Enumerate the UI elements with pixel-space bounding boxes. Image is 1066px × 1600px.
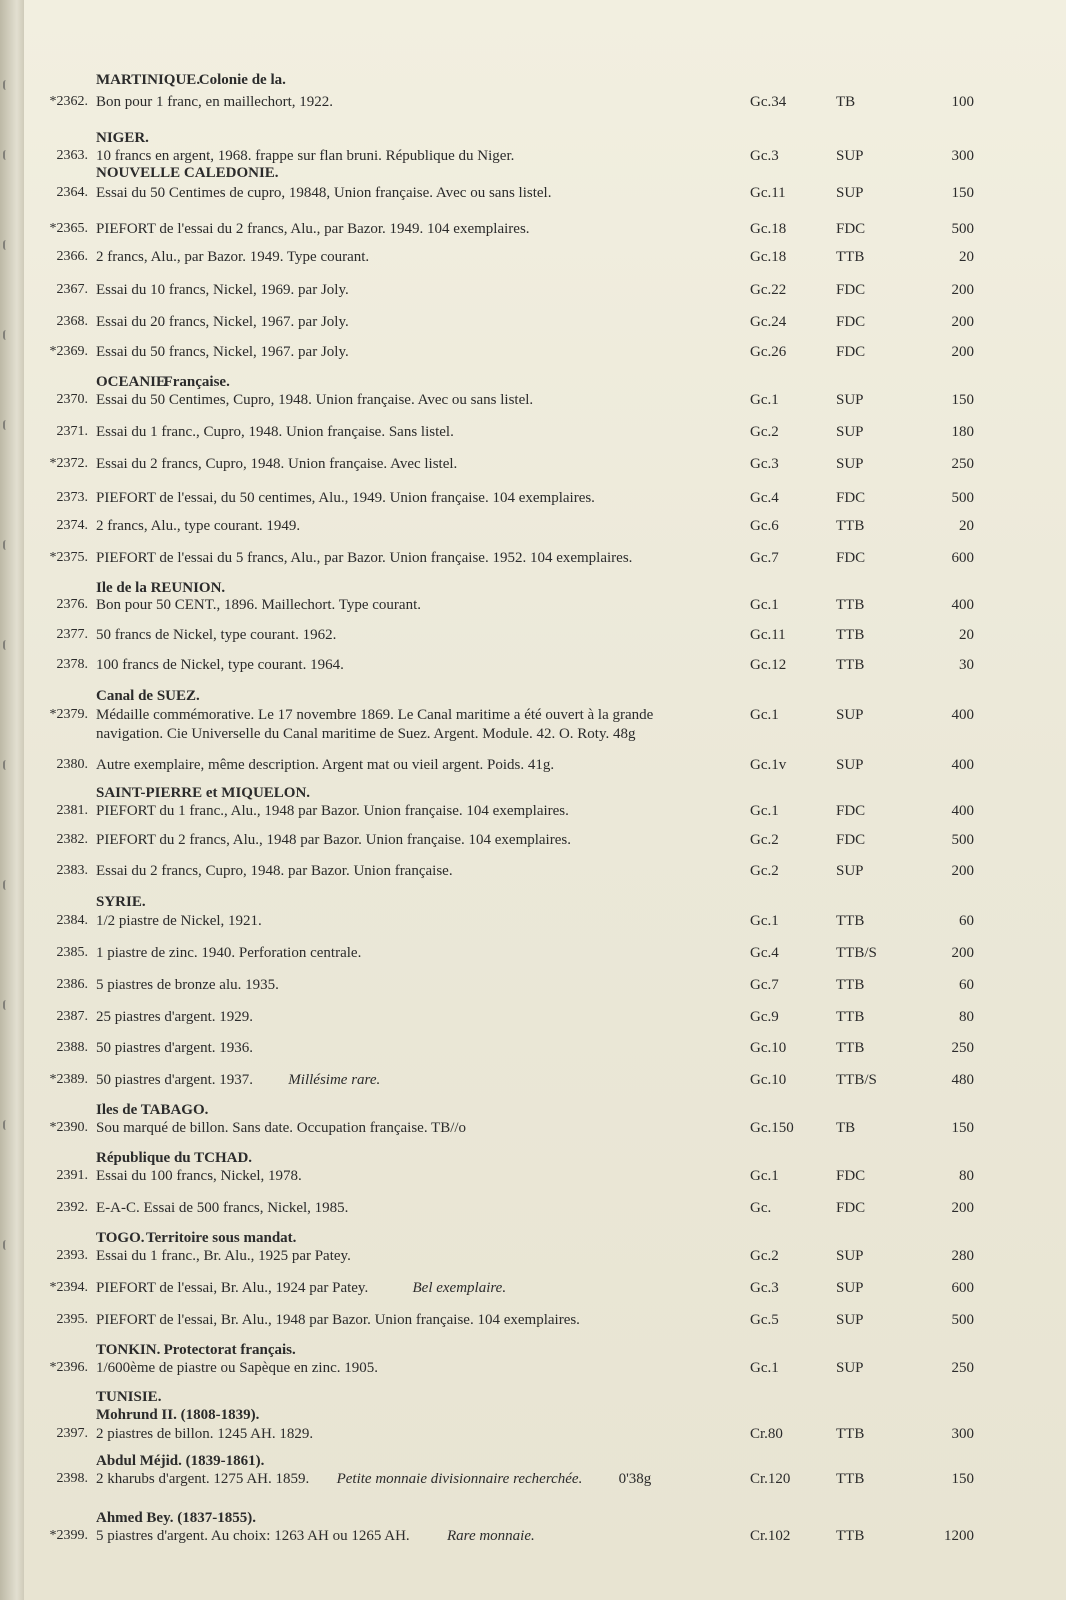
lot-row	[24, 830, 1066, 852]
lot-number: *2375.	[49, 550, 88, 565]
lot-description: 50 piastres d'argent. 1936.	[96, 1040, 253, 1056]
catalog-reference: Gc.26	[750, 344, 787, 360]
lot-description: PIEFORT du 2 francs, Alu., 1948 par Bazor. Union française. 104 exemplaires.	[96, 832, 571, 848]
lot-row	[24, 975, 1066, 997]
lot-description-tail: 0'38g	[618, 1471, 652, 1487]
lot-row	[24, 1469, 1066, 1491]
lot-description-italic: Petite monnaie divisionnaire recherchée.	[336, 1471, 583, 1487]
lot-number: *2394.	[49, 1280, 88, 1295]
lot-description: 2 kharubs d'argent. 1275 AH. 1859.	[96, 1471, 310, 1487]
estimate-price: 400	[951, 803, 974, 819]
lot-description: 10 francs en argent, 1968. frappe sur flan bruni. République du Niger.	[96, 148, 515, 164]
lot-description: Autre exemplaire, même description. Argent mat ou vieil argent. Poids. 41g.	[96, 757, 555, 773]
lot-number: 2391.	[56, 1168, 88, 1183]
lot-number: 2381.	[56, 803, 88, 818]
lot-description: 5 piastres d'argent. Au choix: 1263 AH ou 1265 AH.	[96, 1528, 410, 1544]
lot-description: Essai du 50 Centimes, Cupro, 1948. Union française. Avec ou sans listel.	[96, 392, 534, 408]
estimate-price: 250	[951, 1360, 974, 1376]
lot-row	[24, 1310, 1066, 1332]
lot-row	[24, 1038, 1066, 1060]
grade: SUP	[836, 1248, 864, 1264]
catalog-reference: Gc.7	[750, 977, 779, 993]
section-subheading: Française.	[163, 374, 230, 390]
lot-description: Essai du 2 francs, Cupro, 1948. Union française. Avec listel.	[96, 456, 458, 472]
grade: FDC	[836, 221, 866, 237]
grade: SUP	[836, 424, 864, 440]
lot-description: Essai du 50 Centimes de cupro, 19848, Union française. Avec ou sans listel.	[96, 185, 552, 201]
estimate-price: 80	[959, 1168, 974, 1184]
lot-row	[24, 1246, 1066, 1268]
catalog-reference: Gc.4	[750, 490, 779, 506]
catalog-reference: Gc.1	[750, 707, 779, 723]
lot-description: Médaille commémorative. Le 17 novembre 1869. Le Canal maritime a été ouvert à la grande	[96, 707, 654, 723]
grade: TTB	[836, 977, 865, 993]
catalog-reference: Gc.3	[750, 148, 779, 164]
lot-description: Essai du 50 francs, Nickel, 1967. par Joly.	[96, 344, 349, 360]
catalog-reference: Gc.1	[750, 1360, 779, 1376]
lot-row	[24, 247, 1066, 269]
catalog-reference: Gc.18	[750, 249, 787, 265]
lot-row	[24, 183, 1066, 205]
lot-number: *2389.	[49, 1072, 88, 1087]
estimate-price: 80	[959, 1009, 974, 1025]
catalog-reference: Gc.12	[750, 657, 787, 673]
lot-number: 2392.	[56, 1200, 88, 1215]
grade: SUP	[836, 392, 864, 408]
lot-number: 2366.	[56, 249, 88, 264]
estimate-price: 400	[951, 757, 974, 773]
lot-number: 2387.	[56, 1009, 88, 1024]
lot-number: 2374.	[56, 518, 88, 533]
catalog-page	[24, 0, 1066, 1600]
grade: TTB	[836, 1040, 865, 1056]
grade: SUP	[836, 1360, 864, 1376]
estimate-price: 200	[951, 945, 974, 961]
lot-description: 25 piastres d'argent. 1929.	[96, 1009, 253, 1025]
lot-number: 2370.	[56, 392, 88, 407]
lot-number: 2376.	[56, 597, 88, 612]
lot-description: 50 piastres d'argent. 1937.	[96, 1072, 253, 1088]
catalog-reference: Gc.34	[750, 94, 787, 110]
section-heading-line	[24, 70, 1066, 92]
grade: FDC	[836, 1168, 866, 1184]
grade: FDC	[836, 803, 866, 819]
lot-description: 100 francs de Nickel, type courant. 1964.	[96, 657, 344, 673]
catalog-reference: Gc.3	[750, 1280, 779, 1296]
estimate-price: 600	[951, 1280, 974, 1296]
lot-description: Bon pour 1 franc, en maillechort, 1922.	[96, 94, 334, 110]
catalog-reference: Gc.24	[750, 314, 787, 330]
lot-row	[24, 1424, 1066, 1446]
grade: SUP	[836, 456, 864, 472]
section-heading: SAINT-PIERRE et MIQUELON.	[96, 785, 311, 801]
catalog-reference: Gc.10	[750, 1072, 787, 1088]
section-heading: MARTINIQUE.	[96, 72, 201, 88]
lot-row	[24, 312, 1066, 334]
lot-row	[24, 548, 1066, 570]
lot-number: *2372.	[49, 456, 88, 471]
estimate-price: 30	[959, 657, 974, 673]
lot-number: *2365.	[49, 221, 88, 236]
catalog-reference: Gc.22	[750, 282, 787, 298]
estimate-price: 150	[951, 392, 974, 408]
lot-description-italic: Rare monnaie.	[447, 1528, 535, 1544]
grade: TTB	[836, 249, 865, 265]
lot-row	[24, 280, 1066, 302]
estimate-price: 400	[951, 597, 974, 613]
catalog-reference: Gc.150	[750, 1120, 794, 1136]
estimate-price: 200	[951, 282, 974, 298]
lot-number: 2384.	[56, 913, 88, 928]
lot-number: 2382.	[56, 832, 88, 847]
lot-row	[24, 1198, 1066, 1220]
section-heading: Iles de TABAGO.	[96, 1102, 209, 1118]
lot-description: PIEFORT de l'essai, Br. Alu., 1924 par Patey.	[96, 1280, 369, 1296]
catalog-reference: Gc.6	[750, 518, 779, 534]
lot-number: 2378.	[56, 657, 88, 672]
lot-description: Essai du 1 franc., Cupro, 1948. Union française. Sans listel.	[96, 424, 454, 440]
lot-row	[24, 92, 1066, 114]
section-heading: Abdul Méjid. (1839-1861).	[96, 1453, 265, 1469]
estimate-price: 280	[951, 1248, 974, 1264]
lot-description: Essai du 1 franc., Br. Alu., 1925 par Patey.	[96, 1248, 351, 1264]
catalog-reference: Gc.	[750, 1200, 772, 1216]
lot-row	[24, 488, 1066, 510]
lot-row	[24, 861, 1066, 883]
estimate-price: 200	[951, 1200, 974, 1216]
lot-number: 2393.	[56, 1248, 88, 1263]
estimate-price: 20	[959, 518, 974, 534]
grade: TTB	[836, 913, 865, 929]
lot-description-continuation	[24, 724, 1066, 746]
estimate-price: 60	[959, 913, 974, 929]
catalog-reference: Cr.80	[750, 1426, 783, 1442]
lot-number: 2397.	[56, 1426, 88, 1441]
lot-description: 2 piastres de billon. 1245 AH. 1829.	[96, 1426, 314, 1442]
estimate-price: 500	[951, 490, 974, 506]
estimate-price: 180	[951, 424, 974, 440]
grade: SUP	[836, 863, 864, 879]
grade: SUP	[836, 148, 864, 164]
estimate-price: 200	[951, 344, 974, 360]
lot-description-italic: Bel exemplaire.	[412, 1280, 507, 1296]
grade: SUP	[836, 757, 864, 773]
grade: FDC	[836, 550, 866, 566]
catalog-reference: Gc.5	[750, 1312, 779, 1328]
section-heading: TOGO.	[96, 1230, 145, 1246]
lot-description: PIEFORT de l'essai, du 50 centimes, Alu., 1949. Union française. 104 exemplaires.	[96, 490, 595, 506]
lot-number: 2367.	[56, 282, 88, 297]
lot-description: Sou marqué de billon. Sans date. Occupation française. TB//o	[96, 1120, 467, 1136]
section-heading: NIGER.	[96, 130, 149, 146]
catalog-reference: Gc.2	[750, 863, 779, 879]
lot-row	[24, 1070, 1066, 1092]
section-subheading: Colonie de la.	[198, 72, 286, 88]
estimate-price: 400	[951, 707, 974, 723]
lot-description: 5 piastres de bronze alu. 1935.	[96, 977, 279, 993]
grade: TTB	[836, 1426, 865, 1442]
lot-number: *2399.	[49, 1528, 88, 1543]
estimate-price: 20	[959, 249, 974, 265]
lot-description: PIEFORT de l'essai, Br. Alu., 1948 par Bazor. Union française. 104 exemplaires.	[96, 1312, 580, 1328]
estimate-price: 600	[951, 550, 974, 566]
lot-description: Essai du 20 francs, Nickel, 1967. par Joly.	[96, 314, 349, 330]
lot-row	[24, 454, 1066, 476]
section-heading: Canal de SUEZ.	[96, 688, 200, 704]
estimate-price: 200	[951, 863, 974, 879]
lot-description: Essai du 10 francs, Nickel, 1969. par Joly.	[96, 282, 349, 298]
ruler-heading: Mohrund II. (1808-1839).	[96, 1407, 260, 1423]
catalog-reference: Gc.11	[750, 627, 786, 643]
grade: TTB	[836, 1528, 865, 1544]
catalog-reference: Gc.1	[750, 1168, 779, 1184]
lot-number: 2388.	[56, 1040, 88, 1055]
page-edge	[0, 0, 24, 1600]
catalog-reference: Gc.18	[750, 221, 787, 237]
section-heading: NOUVELLE CALEDONIE.	[96, 165, 279, 181]
catalog-reference: Gc.1	[750, 913, 779, 929]
catalog-reference: Gc.1v	[750, 757, 787, 773]
grade: TTB	[836, 627, 865, 643]
lot-number: *2369.	[49, 344, 88, 359]
catalog-reference: Cr.120	[750, 1471, 791, 1487]
estimate-price: 200	[951, 314, 974, 330]
lot-description: 1 piastre de zinc. 1940. Perforation centrale.	[96, 945, 362, 961]
lot-description: 2 francs, Alu., type courant. 1949.	[96, 518, 301, 534]
estimate-price: 500	[951, 221, 974, 237]
lot-number: 2371.	[56, 424, 88, 439]
estimate-price: 300	[951, 1426, 974, 1442]
lot-number: 2377.	[56, 627, 88, 642]
lot-number: 2398.	[56, 1471, 88, 1486]
estimate-price: 500	[951, 832, 974, 848]
lot-row	[24, 1118, 1066, 1140]
section-heading: OCEANIE	[96, 374, 167, 390]
lot-number: 2364.	[56, 185, 88, 200]
catalog-reference: Gc.1	[750, 597, 779, 613]
lot-number: 2385.	[56, 945, 88, 960]
lot-description: PIEFORT du 1 franc., Alu., 1948 par Bazor. Union française. 104 exemplaires.	[96, 803, 569, 819]
grade: TB	[836, 94, 856, 110]
grade: SUP	[836, 185, 864, 201]
lot-description: PIEFORT de l'essai du 5 francs, Alu., par Bazor. Union française. 1952. 104 exemplaires.	[96, 550, 633, 566]
lot-number: 2380.	[56, 757, 88, 772]
section-subheading: Territoire sous mandat.	[146, 1230, 297, 1246]
estimate-price: 150	[951, 1120, 974, 1136]
grade: TTB/S	[836, 945, 877, 961]
estimate-price: 500	[951, 1312, 974, 1328]
catalog-reference: Gc.2	[750, 832, 779, 848]
estimate-price: 100	[951, 94, 974, 110]
section-heading: TUNISIE.	[96, 1389, 162, 1405]
catalog-reference: Gc.4	[750, 945, 779, 961]
grade: FDC	[836, 1200, 866, 1216]
lot-description: 1/2 piastre de Nickel, 1921.	[96, 913, 262, 929]
section-heading: Ile de la REUNION.	[96, 580, 226, 596]
estimate-price: 300	[951, 148, 974, 164]
lot-description: 50 francs de Nickel, type courant. 1962.	[96, 627, 337, 643]
estimate-price: 150	[951, 185, 974, 201]
estimate-price: 60	[959, 977, 974, 993]
lot-description: Essai du 100 francs, Nickel, 1978.	[96, 1168, 302, 1184]
lot-row	[24, 1526, 1066, 1548]
grade: FDC	[836, 314, 866, 330]
grade: FDC	[836, 282, 866, 298]
estimate-price: 1200	[944, 1528, 974, 1544]
lot-row	[24, 625, 1066, 647]
grade: FDC	[836, 832, 866, 848]
lot-description-line2: navigation. Cie Universelle du Canal maritime de Suez. Argent. Module. 42. O. Roty. 48g	[96, 726, 636, 742]
lot-row	[24, 1007, 1066, 1029]
grade: FDC	[836, 344, 866, 360]
grade: TTB	[836, 657, 865, 673]
lot-number: 2373.	[56, 490, 88, 505]
lot-description: Bon pour 50 CENT., 1896. Maillechort. Type courant.	[96, 597, 422, 613]
lot-row	[24, 516, 1066, 538]
lot-description: E-A-C. Essai de 500 francs, Nickel, 1985.	[96, 1200, 349, 1216]
catalog-reference: Gc.1	[750, 392, 779, 408]
section-heading-line	[24, 163, 1066, 185]
estimate-price: 250	[951, 1040, 974, 1056]
lot-number: 2368.	[56, 314, 88, 329]
lot-number: *2390.	[49, 1120, 88, 1135]
lot-row	[24, 342, 1066, 364]
lot-row	[24, 943, 1066, 965]
grade: FDC	[836, 490, 866, 506]
grade: TTB/S	[836, 1072, 877, 1088]
section-heading: TONKIN.	[96, 1342, 161, 1358]
section-heading: SYRIE.	[96, 894, 146, 910]
lot-row	[24, 1166, 1066, 1188]
catalog-reference: Gc.2	[750, 424, 779, 440]
grade: TTB	[836, 597, 865, 613]
estimate-price: 20	[959, 627, 974, 643]
lot-number: *2379.	[49, 707, 88, 722]
grade: TB	[836, 1120, 856, 1136]
lot-row	[24, 801, 1066, 823]
lot-description: 1/600ème de piastre ou Sapèque en zinc. 1905.	[96, 1360, 378, 1376]
grade: SUP	[836, 707, 864, 723]
catalog-reference: Gc.7	[750, 550, 779, 566]
grade: SUP	[836, 1312, 864, 1328]
lot-row	[24, 595, 1066, 617]
lot-row	[24, 422, 1066, 444]
catalog-reference: Gc.2	[750, 1248, 779, 1264]
lot-number: 2386.	[56, 977, 88, 992]
grade: TTB	[836, 1009, 865, 1025]
lot-description: PIEFORT de l'essai du 2 francs, Alu., par Bazor. 1949. 104 exemplaires.	[96, 221, 530, 237]
catalog-reference: Gc.11	[750, 185, 786, 201]
lot-row	[24, 1358, 1066, 1380]
section-heading: Ahmed Bey. (1837-1855).	[96, 1510, 256, 1526]
grade: TTB	[836, 518, 865, 534]
lot-row	[24, 219, 1066, 241]
lot-row	[24, 390, 1066, 412]
estimate-price: 480	[951, 1072, 974, 1088]
section-heading: République du TCHAD.	[96, 1150, 253, 1166]
lot-number: 2383.	[56, 863, 88, 878]
lot-description: Essai du 2 francs, Cupro, 1948. par Bazor. Union française.	[96, 863, 453, 879]
lot-description: 2 francs, Alu., par Bazor. 1949. Type courant.	[96, 249, 370, 265]
lot-number: 2395.	[56, 1312, 88, 1327]
estimate-price: 250	[951, 456, 974, 472]
section-subheading: Protectorat français.	[163, 1342, 296, 1358]
catalog-reference: Cr.102	[750, 1528, 791, 1544]
catalog-reference: Gc.10	[750, 1040, 787, 1056]
grade: SUP	[836, 1280, 864, 1296]
estimate-price: 150	[951, 1471, 974, 1487]
lot-description-italic: Millésime rare.	[288, 1072, 381, 1088]
lot-number: *2396.	[49, 1360, 88, 1375]
catalog-reference: Gc.1	[750, 803, 779, 819]
catalog-reference: Gc.3	[750, 456, 779, 472]
lot-row	[24, 755, 1066, 777]
lot-row	[24, 1278, 1066, 1300]
catalog-reference: Gc.9	[750, 1009, 779, 1025]
lot-number: 2363.	[56, 148, 88, 163]
lot-row	[24, 655, 1066, 677]
lot-row	[24, 911, 1066, 933]
grade: TTB	[836, 1471, 865, 1487]
lot-number: *2362.	[49, 94, 88, 109]
